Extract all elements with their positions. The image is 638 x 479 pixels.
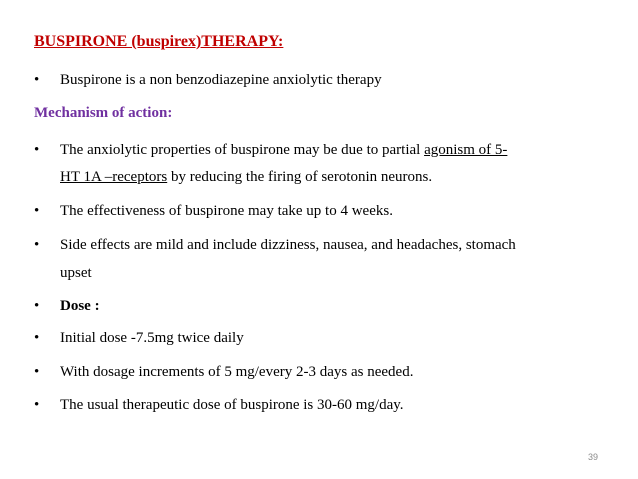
bullet-marker: • — [34, 72, 40, 88]
page-number: 39 — [588, 452, 599, 462]
bullet-marker: • — [34, 203, 40, 219]
mechanism-suffix: by reducing the firing of serotonin neurons. — [167, 169, 433, 185]
initial-dose-text: Initial dose -7.5mg twice daily — [60, 330, 244, 346]
bullet-marker: • — [34, 142, 40, 158]
bullet-marker: • — [34, 364, 40, 380]
mechanism-prefix: The anxiolytic properties of buspirone may be due to partial — [60, 142, 425, 158]
intro-bullet-text: Buspirone is a non benzodiazepine anxiolytic therapy — [60, 72, 382, 88]
effectiveness-text: The effectiveness of buspirone may take up to 4 weeks. — [60, 203, 393, 219]
increments-text: With dosage increments of 5 mg/every 2-3 days as needed. — [60, 364, 414, 380]
bullet-marker: • — [34, 298, 40, 314]
slide-title: BUSPIRONE (buspirex)THERAPY: — [34, 33, 284, 50]
mechanism-text-line-2 — [60, 168, 432, 186]
bullet-marker: • — [34, 330, 40, 346]
side-effects-text-line-2: upset — [60, 265, 92, 281]
bullet-marker: • — [34, 397, 40, 413]
mechanism-text-line-1 — [60, 141, 507, 159]
bullet-marker: • — [34, 237, 40, 253]
mechanism-subheading: Mechanism of action: — [34, 105, 173, 121]
mechanism-underlined-2: HT 1A –receptors — [60, 169, 168, 185]
dose-label: Dose : — [60, 298, 100, 314]
mechanism-underlined-1: agonism of 5- — [424, 142, 508, 158]
usual-dose-text: The usual therapeutic dose of buspirone is 30-60 mg/day. — [60, 397, 404, 413]
side-effects-text-line-1: Side effects are mild and include dizziness, nausea, and headaches, stomach — [60, 237, 516, 253]
